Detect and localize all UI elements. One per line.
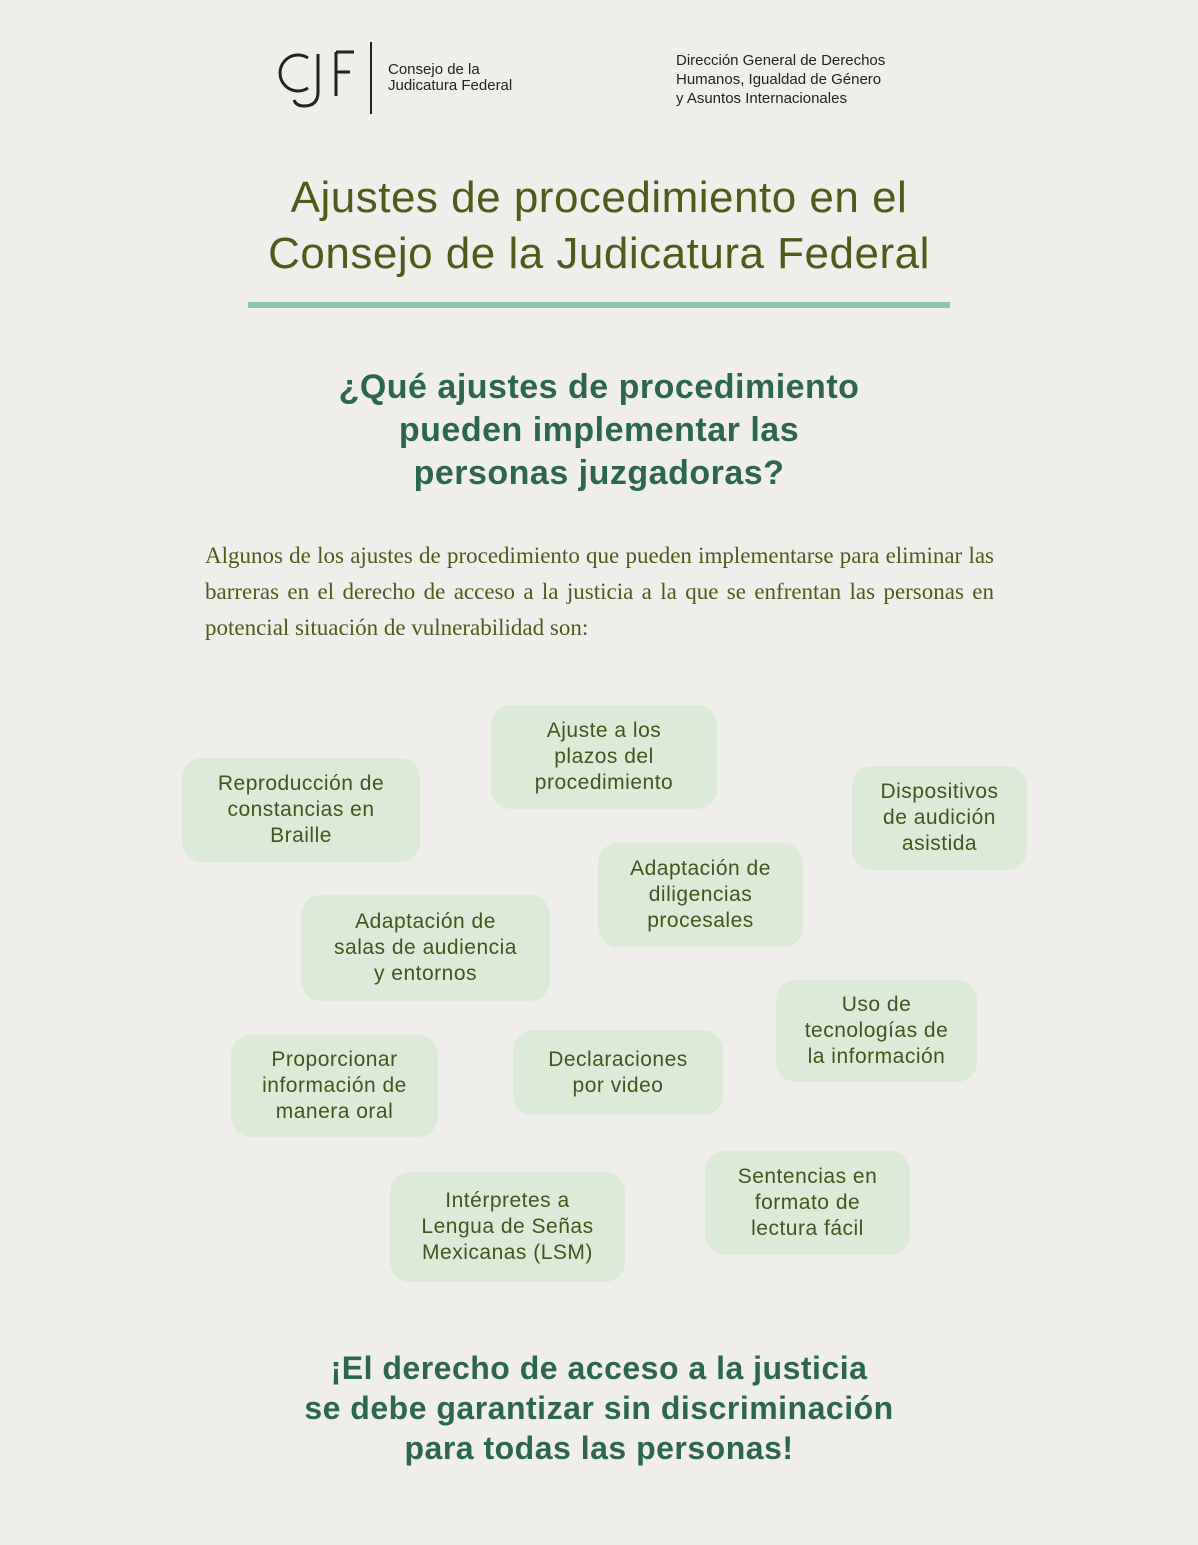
bubble-line: lectura fácil xyxy=(751,1217,864,1240)
logo-line: Consejo de la xyxy=(388,61,480,78)
bubble-line: Lengua de Señas xyxy=(421,1215,594,1238)
bubble-line: Dispositivos xyxy=(880,780,999,803)
closing-statement xyxy=(200,1348,998,1468)
bubble-line: la información xyxy=(807,1045,946,1068)
logo-line: Judicatura Federal xyxy=(388,77,513,94)
adjustment-bubble xyxy=(301,895,550,1001)
question-line: pueden implementar las xyxy=(398,411,800,449)
bubble-line: tecnologías de xyxy=(804,1019,949,1042)
logo-wordmark xyxy=(388,62,512,94)
question-line: personas juzgadoras? xyxy=(413,454,785,492)
bubble-line: Adaptación de xyxy=(630,857,771,880)
bubble-line: información de xyxy=(262,1074,407,1097)
bubble-line: Intérpretes a xyxy=(445,1189,570,1212)
bubble-line: de audición xyxy=(883,806,996,829)
bubble-line: manera oral xyxy=(275,1100,394,1123)
bubble-line: y entornos xyxy=(373,962,478,985)
bubble-line: salas de audiencia xyxy=(334,936,517,959)
department-line: Humanos, Igualdad de Género xyxy=(676,71,882,88)
bubble-line: Ajuste a los xyxy=(546,719,662,742)
bubble-line: diligencias xyxy=(648,883,753,906)
cjf-logo xyxy=(278,40,538,116)
adjustment-bubble xyxy=(491,705,717,809)
adjustment-bubble xyxy=(776,980,977,1082)
bubble-line: Adaptación de xyxy=(355,910,496,933)
bubble-line: Declaraciones xyxy=(548,1047,688,1071)
bubble-line: constancias en xyxy=(227,798,375,821)
department-line: y Asuntos Internacionales xyxy=(676,90,847,107)
title-line: Ajustes de procedimiento en el xyxy=(290,173,908,222)
adjustment-bubble xyxy=(705,1151,910,1255)
adjustment-bubble xyxy=(231,1035,438,1137)
bubble-line: Uso de xyxy=(841,993,912,1016)
adjustment-bubble xyxy=(182,758,420,862)
bubble-line: Sentencias en xyxy=(737,1165,878,1188)
bubble-line: Proporcionar xyxy=(271,1048,398,1071)
question-heading xyxy=(220,366,978,495)
intro-paragraph: Algunos de los ajustes de procedimiento que pueden implementarse para eliminar las barreras en el derecho de acceso a la justicia a la que se enfrentan las personas en potencial situación de vulnerabilidad son: xyxy=(205,543,994,640)
bubble-line: por video xyxy=(572,1073,664,1097)
bubble-line: Reproducción de xyxy=(217,772,385,795)
question-line: ¿Qué ajustes de procedimiento xyxy=(338,368,860,406)
bubble-line: plazos del xyxy=(554,745,654,768)
closing-line: ¡El derecho de acceso a la justicia xyxy=(330,1350,868,1386)
bubble-line: procedimiento xyxy=(534,771,674,794)
adjustment-bubble xyxy=(513,1030,723,1115)
logo-divider xyxy=(370,42,372,114)
adjustment-bubble xyxy=(390,1172,625,1282)
adjustment-bubble xyxy=(598,843,803,947)
closing-line: se debe garantizar sin discriminación xyxy=(304,1390,894,1426)
bubble-line: Mexicanas (LSM) xyxy=(422,1241,593,1264)
adjustment-bubble xyxy=(852,766,1027,870)
title-underline xyxy=(248,302,950,308)
department-line: Dirección General de Derechos xyxy=(676,52,886,69)
title-line: Consejo de la Judicatura Federal xyxy=(268,229,930,278)
bubble-line: asistida xyxy=(901,832,978,855)
bubble-line: formato de xyxy=(754,1191,861,1214)
closing-line: para todas las personas! xyxy=(404,1430,794,1466)
bubble-line: procesales xyxy=(647,909,754,932)
page-title xyxy=(200,170,998,282)
bubble-line: Braille xyxy=(270,824,332,847)
department-name xyxy=(676,51,885,108)
cjf-monogram-icon xyxy=(278,46,358,112)
